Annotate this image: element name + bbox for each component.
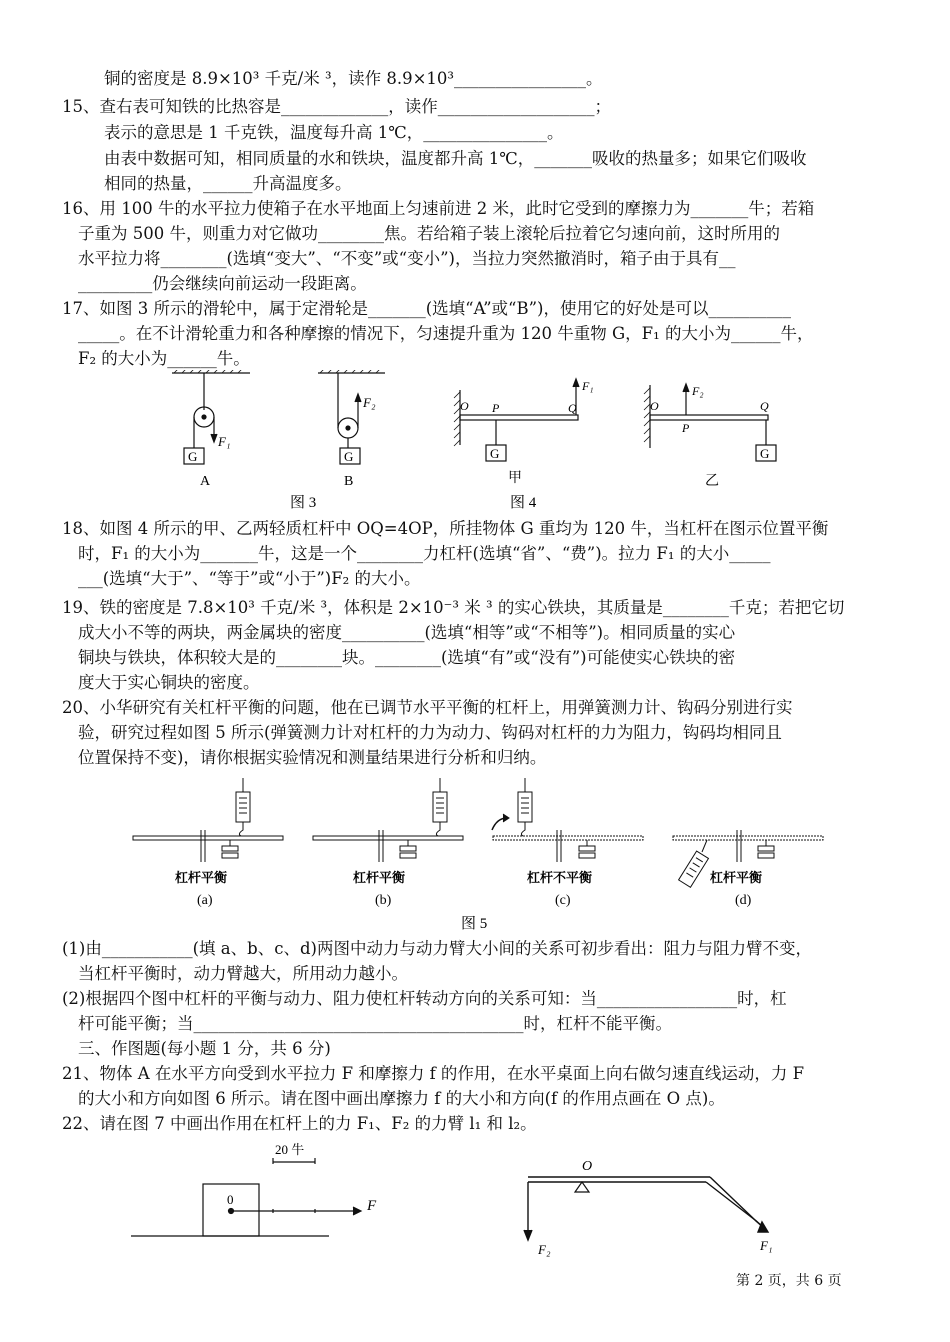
fig5-label-c: (c): [555, 893, 571, 908]
text-line: 相同的热量，______升高温度多。: [104, 174, 352, 193]
text-line: 杆可能平衡；当________________________________________时，杠杆不能平衡。: [78, 1014, 672, 1033]
question-19: 19、铁的密度是 7.8×10³ 千克/米 ³，体积是 2×10⁻³ 米 ³ 的实心铁块，其质量是________千克；若把它切: [62, 598, 845, 617]
fig5-panel-a: [133, 778, 283, 862]
label-F2: F₂: [692, 384, 704, 398]
label-F2: F₂: [538, 1242, 551, 1257]
question-22: 22、请在图 7 中画出作用在杠杆上的力 F₁、F₂ 的力臂 l₁ 和 l₂。: [62, 1114, 537, 1133]
fig3-label-b: B: [344, 474, 354, 489]
text-line: 成大小不等的两块，两金属块的密度__________(选填“相等”或“不相等”)。相同质量的实心: [78, 623, 736, 642]
label-F2: F₂: [363, 395, 376, 410]
question-17: 17、如图 3 所示的滑轮中，属于定滑轮是_______(选填“A”或“B”)，使用它的好处是可以__________: [62, 299, 791, 318]
text-line: 铜块与铁块，体积较大是的________块。________(选填“有”或“没有”)可能使实心铁块的密: [78, 648, 736, 667]
fig5-caption: 图 5: [461, 916, 488, 932]
page-footer: 第 2 页，共 6 页: [736, 1273, 842, 1289]
fig4-jia: 甲: [508, 471, 522, 486]
text-line: 度大于实心铜块的密度。: [78, 673, 260, 692]
label-F1: F₁: [218, 434, 231, 449]
fig3-caption: 图 3: [290, 495, 317, 510]
text-line: 铜的密度是 8.9×10³ 千克/米 ³，读作 8.9×10³________________。: [104, 69, 603, 88]
text-line: 子重为 500 牛，则重力对它做功________焦。若给箱子装上滚轮后拉着它匀速向前，这时所用的: [78, 224, 780, 243]
question-21: 21、物体 A 在水平方向受到水平拉力 F 和摩擦力 f 的作用，在水平桌面上向右做匀速直线运动，力 F: [62, 1064, 805, 1083]
label-G: G: [490, 446, 500, 461]
label-P: P: [682, 421, 690, 435]
fig5-label-d: (d): [735, 893, 752, 908]
text-line: 当杠杆平衡时，动力臂越大，所用动力越小。: [78, 964, 408, 983]
fig5-label: 杠杆平衡: [175, 870, 228, 885]
text-line: 由表中数据可知，相同质量的水和铁块，温度都升高 1℃，_______吸收的热量多；如果它们吸收: [104, 149, 807, 168]
label-G: G: [344, 449, 354, 464]
lever-yi: [644, 384, 776, 461]
fig4-caption: 图 4: [510, 495, 537, 510]
scale-label: 20 牛: [275, 1142, 305, 1157]
fig4-yi: 乙: [705, 474, 719, 489]
label-P: P: [492, 401, 500, 415]
label-F: F: [367, 1198, 377, 1214]
fulcrum-o: O: [582, 1159, 593, 1174]
fig5-panel-b: [313, 778, 463, 862]
text-line: 验，研究过程如图 5 所示(弹簧测力计对杠杆的力为动力、钩码对杠杆的力为阻力，钩码均相同且: [78, 723, 782, 742]
question-15: 15、查右表可知铁的比热容是_____________，读作___________________；: [62, 97, 611, 116]
text-line: 水平拉力将________(选填“变大”、“不变”或“变小”)，当拉力突然撤消时，箱子由于具有__: [78, 249, 736, 268]
question-20-2: (2)根据四个图中杠杆的平衡与动力、阻力使杠杆转动方向的关系可知：当_________________时，杠: [62, 989, 787, 1008]
text-line: 时，F₁ 的大小为_______牛，这是一个________力杠杆(选填“省”、“费”)。拉力 F₁ 的大小_____: [78, 544, 771, 563]
fig3-label-a: A: [200, 474, 211, 489]
question-20: 20、小华研究有关杠杆平衡的问题，他在已调节水平平衡的杠杆上，用弹簧测力计、钩码分别进行实: [62, 698, 793, 717]
label-F1: F₁: [582, 379, 594, 393]
lever-jia: [454, 379, 579, 461]
label-G: G: [760, 446, 770, 461]
point-o: 0: [227, 1192, 234, 1207]
text-line: F₂ 的大小为______牛。: [78, 349, 250, 368]
text-line: _________仍会继续向前运动一段距离。: [78, 274, 367, 293]
question-18: 18、如图 4 所示的甲、乙两轻质杠杆中 OQ=4OP，所挂物体 G 重均为 120 牛，当杠杆在图示位置平衡: [62, 519, 829, 538]
fig5-label: 杠杆平衡: [353, 870, 406, 885]
figure-7: [520, 1150, 790, 1260]
pulley-a: [172, 370, 250, 464]
section-heading: 三、作图题(每小题 1 分，共 6 分): [78, 1039, 331, 1058]
figure-6: [125, 1140, 395, 1250]
label-O: O: [460, 399, 469, 413]
fig5-panel-c: [492, 778, 643, 862]
figure-5: [125, 770, 845, 935]
text-line: 位置保持不变)，请你根据实验情况和测量结果进行分析和归纳。: [78, 748, 547, 767]
fig5-label: 杠杆不平衡: [527, 870, 593, 885]
text-line: ___(选填“大于”、“等于”或“小于”)F₂ 的大小。: [78, 569, 421, 588]
question-20-1: (1)由___________(填 a、b、c、d)两图中动力与动力臂大小间的关系可初步看出：阻力与阻力臂不变，: [62, 939, 812, 958]
question-16: 16、用 100 牛的水平拉力使箱子在水平地面上匀速前进 2 米，此时它受到的摩擦力为_______牛；若箱: [62, 199, 815, 218]
text-line: 的大小和方向如图 6 所示。请在图中画出摩擦力 f 的大小和方向(f 的作用点画在 O 点)。: [78, 1089, 725, 1108]
text-line: _____。在不计滑轮重力和各种摩擦的情况下，匀速提升重为 120 牛重物 G，F₁ 的大小为______牛，: [78, 324, 814, 343]
label-G: G: [188, 449, 198, 464]
label-F1: F₁: [760, 1238, 773, 1253]
text-line: 表示的意思是 1 千克铁，温度每升高 1℃，_______________。: [104, 123, 564, 142]
figure-3-4: [160, 370, 800, 510]
fig5-label: 杠杆平衡: [710, 870, 763, 885]
fig5-label-b: (b): [375, 893, 392, 908]
label-Q: Q: [568, 401, 577, 415]
fig5-label-a: (a): [197, 893, 213, 908]
label-Q: Q: [760, 399, 769, 413]
label-O: O: [650, 399, 659, 413]
